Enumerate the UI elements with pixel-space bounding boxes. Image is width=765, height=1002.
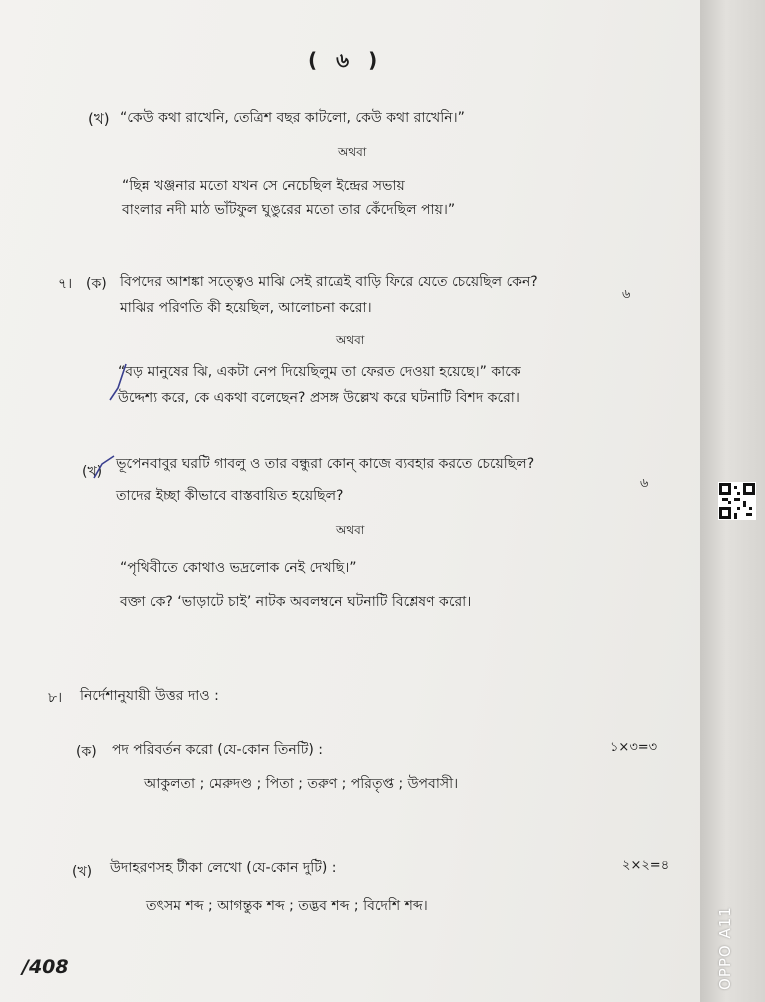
q7-kha-marks: ৬ <box>640 476 649 491</box>
q7-or-2: অথবা <box>336 523 365 537</box>
q8-ka-label: (ক) <box>76 744 97 760</box>
q6-kha-text: “কেউ কথা রাখেনি, তেত্রিশ বছর কাটলো, কেউ কথা রাখেনি।” <box>120 110 465 126</box>
q7-ka-label: (ক) <box>86 276 107 292</box>
q8-heading: নির্দেশানুযায়ী উত্তর দাও : <box>80 688 219 704</box>
q7-kha-line-2: তাদের ইচ্ছা কীভাবে বাস্তবায়িত হয়েছিল? <box>116 488 344 504</box>
q7-kha-line-1: ভূপেনবাবুর ঘরটি গাবলু ও তার বন্ধুরা কোন্ কাজে ব্যবহার করতে চেয়েছিল? <box>116 456 535 472</box>
qr-code-icon <box>718 482 756 520</box>
q6-poem-line-1: “ছিন্ন খঞ্জনার মতো যখন সে নেচেছিল ইন্দ্রের সভায় <box>122 178 405 194</box>
pen-tick-mark <box>90 452 120 486</box>
q7-ka-marks: ৬ <box>622 287 631 302</box>
q8-number: ৮। <box>48 690 63 706</box>
q7-kha-label: (খ) <box>82 464 103 480</box>
q8-kha-words: তৎসম শব্দ ; আগন্তুক শব্দ ; তদ্ভব শব্দ ; বিদেশি শব্দ। <box>146 898 428 914</box>
footer-code: /408 <box>22 956 69 978</box>
camera-watermark-text: OPPO A11 <box>716 906 734 990</box>
q8-kha-label: (খ) <box>72 864 93 880</box>
page-number: ( ৬ ) <box>308 48 384 72</box>
q8-ka-marks: ১×৩=৩ <box>610 740 658 755</box>
q7-number: ৭। <box>58 276 73 292</box>
q7-ka-line-2: মাঝির পরিণতি কী হয়েছিল, আলোচনা করো। <box>120 300 372 316</box>
q8-kha-marks: ২×২=৪ <box>622 858 670 873</box>
pen-tick-mark <box>104 360 134 410</box>
q7-alt-line-2: উদ্দেশ্য করে, কে একথা বলেছেন? প্রসঙ্গ উল্লেখ করে ঘটনাটি বিশদ করো। <box>118 390 520 406</box>
q8-ka-text: পদ পরিবর্তন করো (যে-কোন তিনটি) : <box>112 742 323 758</box>
q8-kha-text: উদাহরণসহ টীকা লেখো (যে-কোন দুটি) : <box>110 860 337 876</box>
q7-or-1: অথবা <box>336 333 365 347</box>
q7-ka-line-1: বিপদের আশঙ্কা সত্ত্বেও মাঝি সেই রাত্রেই বাড়ি ফিরে যেতে চেয়েছিল কেন? <box>120 274 538 290</box>
q7-alt2-line-1: “পৃথিবীতে কোথাও ভদ্রলোক নেই দেখছি।” <box>120 560 357 576</box>
q6-poem-line-2: বাংলার নদী মাঠ ভাঁটফুল ঘুঙুরের মতো তার কেঁদেছিল পায়।” <box>122 202 456 218</box>
q7-alt-line-1: “বড় মানুষের ঝি, একটা নেপ দিয়েছিলুম তা ফেরত দেওয়া হয়েছে।” কাকে <box>118 364 521 380</box>
q8-ka-words: আকুলতা ; মেরুদণ্ড ; পিতা ; তরুণ ; পরিতৃপ্ত ; উপবাসী। <box>144 776 459 792</box>
q6-kha-label: (খ) <box>88 110 110 128</box>
camera-watermark <box>716 870 736 990</box>
q7-alt2-line-2: বক্তা কে? ‘ভাড়াটে চাই’ নাটক অবলম্বনে ঘটনাটি বিশ্লেষণ করো। <box>120 594 472 610</box>
q6-or: অথবা <box>338 145 367 159</box>
